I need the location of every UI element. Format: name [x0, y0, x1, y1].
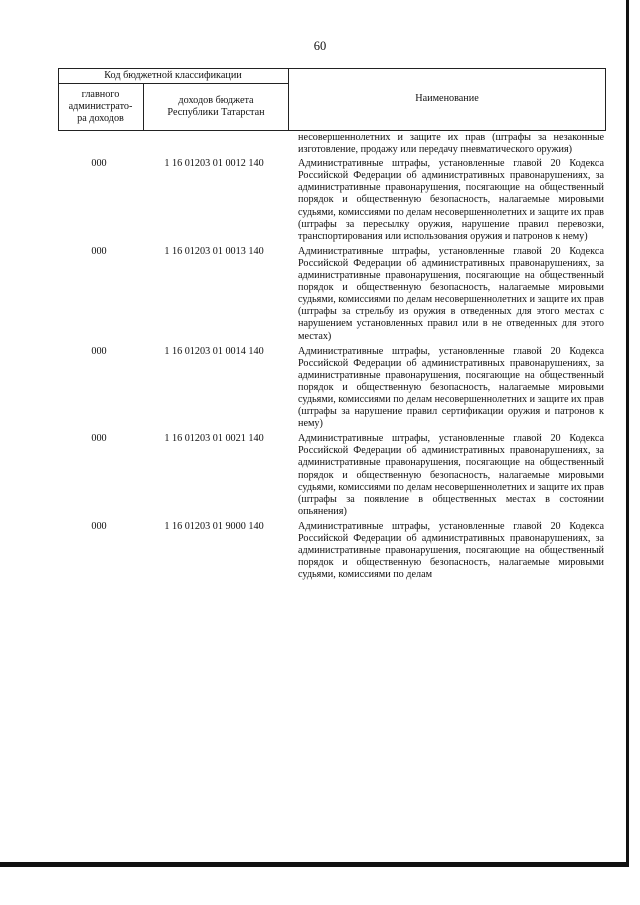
header-line: Республики Татарстан	[167, 107, 265, 118]
row-name: Административные штрафы, установленные главой 20 Кодекса Российской Федерации об административных правонарушениях, за административные правонарушения, посягающие на общественный порядок и общественную безопасность, налагаемые мировыми судьями, комиссиями по делам несовершеннолетних и защите их прав (штрафы за появление в общественных местах в состоянии опьянения)	[298, 433, 604, 517]
page-number: 60	[313, 39, 327, 53]
row-name: Административные штрафы, установленные главой 20 Кодекса Российской Федерации об административных правонарушениях, за административные правонарушения, посягающие на общественный порядок и общественную безопасность, налагаемые мировыми судьями, комиссиями по делам несовершеннолетних и защите их прав (штрафы за пересылку оружия, нарушение правил перевозки, транспортирования или использования оружия и патронов к нему)	[298, 158, 604, 242]
page-edge-bottom	[0, 862, 628, 867]
table-row	[58, 433, 606, 518]
budget-classification-table	[58, 68, 606, 584]
row-name: Административные штрафы, установленные главой 20 Кодекса Российской Федерации об административных правонарушениях, за административные правонарушения, посягающие на общественный порядок и общественную безопасность, налагаемые мировыми судьями, комиссиями по делам несовершеннолетних и защите их прав (штрафы за стрельбу из оружия в отведенных для этого местах с нарушением установленных правил или в не отведенных для этого местах)	[298, 245, 604, 342]
group-header: Код бюджетной классификации	[104, 70, 242, 82]
table-row	[58, 132, 606, 156]
table-header	[58, 68, 606, 131]
row-name: несовершеннолетних и защите их прав (штрафы за незаконные изготовление, продажу или передачу пневматического оружия)	[298, 132, 604, 156]
row-admin-code: 000	[91, 158, 107, 170]
header-line: администрато-	[68, 100, 133, 112]
row-budget-code: 1 16 01203 01 9000 140	[164, 520, 264, 532]
col-admin-header	[58, 84, 143, 130]
row-name: Административные штрафы, установленные главой 20 Кодекса Российской Федерации об административных правонарушениях, за административные правонарушения, посягающие на общественный порядок и общественную безопасность, налагаемые мировыми судьями, комиссиями по делам	[298, 520, 604, 581]
row-budget-code: 1 16 01203 01 0012 140	[164, 158, 264, 170]
page-edge-right	[626, 0, 629, 867]
table-row	[58, 158, 606, 243]
row-name: Административные штрафы, установленные главой 20 Кодекса Российской Федерации об административных правонарушениях, за административные правонарушения, посягающие на общественный порядок и общественную безопасность, налагаемые мировыми судьями, комиссиями по делам несовершеннолетних и защите их прав (штрафы за нарушение правил сертификации оружия и патронов к нему)	[298, 345, 604, 430]
row-admin-code: 000	[91, 345, 107, 357]
header-line: доходов бюджета	[178, 94, 254, 106]
table-row	[58, 521, 606, 581]
table-row	[58, 346, 606, 431]
header-line: ра доходов	[77, 113, 124, 125]
row-admin-code: 000	[91, 520, 107, 532]
col-name-header: Наименование	[415, 93, 479, 105]
row-budget-code: 1 16 01203 01 0021 140	[164, 433, 264, 445]
col-code-header	[144, 84, 288, 130]
row-admin-code: 000	[91, 245, 107, 257]
row-budget-code: 1 16 01203 01 0014 140	[164, 345, 264, 357]
row-admin-code: 000	[91, 433, 107, 445]
row-budget-code: 1 16 01203 01 0013 140	[164, 245, 264, 257]
header-line: главного	[81, 88, 120, 100]
table-row	[58, 246, 606, 343]
